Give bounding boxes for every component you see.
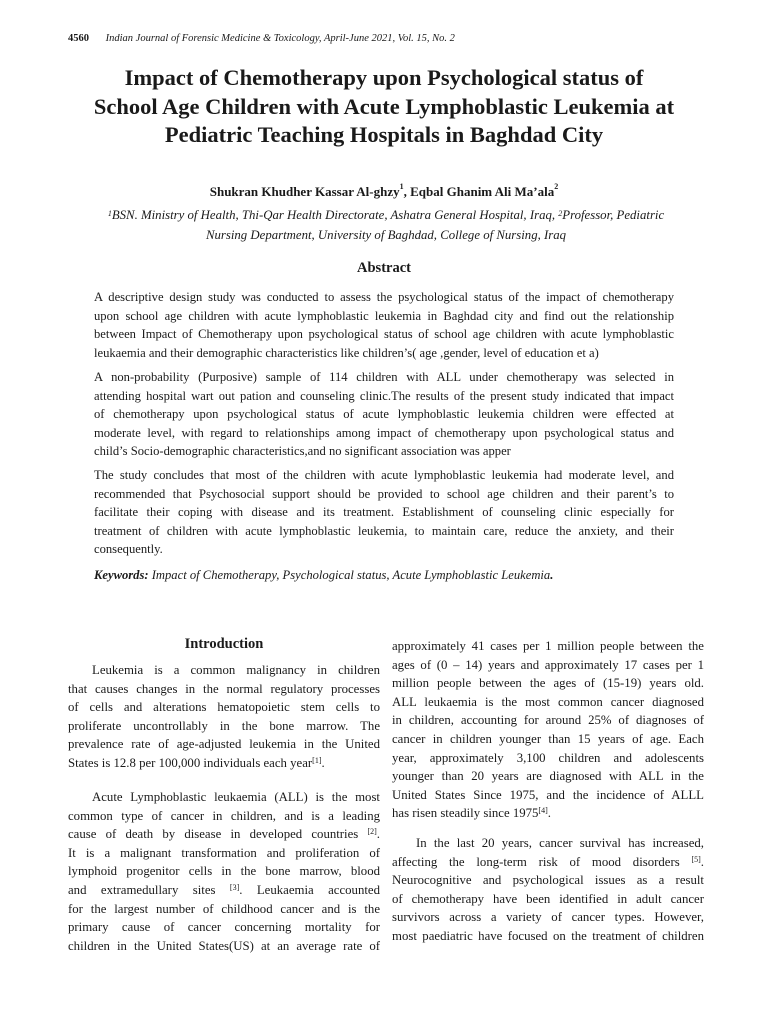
title-line: Impact of Chemotherapy upon Psychological status of [124, 65, 644, 90]
text-run: States is 12.8 per 100,000 individuals each year [68, 755, 313, 770]
text-run: . [321, 755, 325, 770]
affiliation-text: BSN. Ministry of Health, Thi-Qar Health Directorate, Ashatra General Hospital, Iraq, [111, 208, 559, 222]
text-run: . Leukaemia accounted [239, 882, 380, 897]
text-line: proliferate uncontrollably in the bone marrow. The [68, 718, 380, 733]
text-line: leukaemia and their demographic characteristics like children’s( age ,gender, level of education et a) [94, 345, 599, 360]
text-line: approximately 41 cases per 1 million people between the [392, 639, 704, 653]
paper-title [40, 64, 728, 150]
intro-paragraph [392, 637, 704, 823]
text-line: A non-probability (Purposive) sample of 114 children with ALL under chemotherapy was selected in [94, 370, 674, 384]
text-line: ALL leukaemia is the most common cancer diagnosed [392, 694, 704, 709]
text-line: prevalence rate of age-adjusted leukemia in the United [68, 737, 380, 752]
affiliation-line: Nursing Department, University of Baghdad, College of Nursing, Iraq [205, 227, 567, 242]
introduction-heading: Introduction [184, 636, 264, 652]
text-line: for the largest number of childhood cancer and is the [68, 901, 380, 916]
text-line: consequently. [94, 542, 163, 557]
keywords [94, 568, 553, 583]
text-line: Leukemia is a common malignancy in children [92, 663, 380, 677]
author-name: Shukran Khudher Kassar Al-ghzy [209, 184, 400, 199]
text-line: United States Since 1975, and the incidence of ALLL [392, 787, 704, 802]
abstract-paragraph [94, 288, 674, 362]
abstract-paragraph [94, 466, 674, 559]
keywords-label: Keywords: [94, 568, 149, 582]
text-line: common type of cancer in children, and is a leading [68, 808, 380, 823]
text-line [392, 853, 704, 872]
text-line: treatment of children with acute lymphoblastic leukemia, to maintain care, reduce the anxiety, and their [94, 523, 674, 538]
text-line: Neurocognitive and psychological issues as a result [392, 873, 704, 888]
text-line [68, 881, 380, 900]
text-line: primary cause of cancer concerning mortality for [68, 920, 380, 935]
text-line: The study concludes that most of the children with acute lymphoblastic leukemia had moderate level, and [94, 468, 674, 482]
citation-ref: [3] [229, 882, 240, 892]
text-run: . [376, 827, 380, 842]
text-line: facilitate their coping with disease and its treatment. Establishment of counseling clinic especially for [94, 505, 674, 520]
text-line: of chemotherapy have been identified in adult cancer [392, 891, 704, 906]
text-line: In the last 20 years, cancer survival has increased, [416, 836, 704, 850]
title-line: School Age Children with Acute Lymphoblastic Leukemia at [93, 93, 675, 119]
author-list [0, 184, 768, 200]
text-line: of cells and alterations hematopoietic stem cells to [68, 700, 380, 715]
affiliations [66, 206, 706, 245]
text-line: Acute Lymphoblastic leukaemia (ALL) is the most [92, 790, 380, 804]
author-name: Eqbal Ghanim Ali Ma’ala [410, 184, 555, 199]
text-line: child’s Socio-demographic characteristics,and no significant association was apper [94, 444, 511, 459]
text-line: upon school age children with acute lymphoblastic leukemia in Baghdad city and find out the relationship [94, 308, 674, 323]
text-line: children in the United States(US) at an average rate of [68, 938, 380, 953]
text-line: year, approximately 3,100 children and adolescents [392, 750, 704, 765]
intro-paragraph [392, 834, 704, 946]
text-run: has risen steadily since 1975 [392, 806, 539, 821]
citation-ref: [4] [538, 806, 548, 816]
title-line: Pediatric Teaching Hospitals in Baghdad City [164, 122, 604, 147]
text-line: lymphoid progenitor cells in the bone marrow, blood [68, 864, 380, 879]
keywords-end: . [550, 568, 554, 582]
text-line: younger than 20 years are diagnosed with ALL in the [392, 769, 704, 784]
text-run: . [700, 854, 704, 869]
text-line [68, 825, 380, 844]
text-line [392, 804, 704, 823]
text-line: in children, accounting for around 25% of diagnoses of [392, 713, 704, 728]
text-line: ages of (0 – 14) years and approximately 17 cases per 1 [392, 657, 704, 672]
intro-paragraph [68, 788, 380, 955]
text-line [68, 754, 380, 773]
text-line: million people between the ages of (15-19) years old. [392, 676, 704, 691]
text-run: affecting the long-term risk of mood disorders [392, 854, 692, 869]
text-line: attending hospital wart out pation and counseling clinic.The results of the present study indicated that impact [94, 388, 674, 403]
affiliation-marker: 1 [107, 209, 112, 218]
affiliation-marker: 2 [554, 182, 559, 191]
text-run: and extramedullary sites [68, 882, 230, 897]
text-run: cause of death by disease in developed countries [68, 827, 368, 842]
affiliation-line [66, 206, 706, 226]
affiliation-text: Professor, Pediatric [562, 208, 665, 222]
intro-paragraph [68, 661, 380, 773]
citation-ref: [2] [367, 827, 377, 837]
affiliation-marker: 1 [399, 182, 404, 191]
citation-ref: [5] [691, 854, 701, 864]
text-line: most paediatric have focused on the treatment of children [392, 928, 704, 943]
text-line: survivors across a variety of cancer types. However, [392, 910, 704, 925]
text-line: cancer in children younger than 15 years of age. Each [392, 731, 704, 746]
journal-citation: Indian Journal of Forensic Medicine & Toxicology, April-June 2021, Vol. 15, No. 2 [105, 33, 455, 44]
text-line: moderate level, with regard to relationships among impact of chemotherapy upon psychological status and [94, 425, 674, 440]
abstract-heading: Abstract [357, 260, 411, 276]
text-line: recommended that Psychosocial support should be provided to school age children and their parent’s to [94, 486, 674, 501]
author-separator: , [403, 184, 411, 199]
text-line: It is a malignant transformation and proliferation of [68, 845, 380, 860]
text-line: of chemotherapy upon psychological status of acute lymphoblastic leukemia children were effected at [94, 407, 674, 422]
text-run: . [547, 806, 551, 821]
affiliation-marker: 2 [558, 209, 563, 218]
page-number: 4560 [68, 33, 89, 44]
keywords-text: Impact of Chemotherapy, Psychological status, Acute Lymphoblastic Leukemia [148, 568, 551, 582]
text-line: A descriptive design study was conducted to assess the psychological status of the impact of chemotherapy [94, 290, 674, 304]
citation-ref: [1] [312, 755, 322, 765]
running-head [68, 33, 455, 44]
abstract-paragraph [94, 368, 674, 461]
text-line: between Impact of Chemotherapy upon psychological status of school age children with acute lymphoblastic [94, 327, 674, 342]
text-line: that causes changes in the normal regulatory processes [68, 681, 380, 696]
